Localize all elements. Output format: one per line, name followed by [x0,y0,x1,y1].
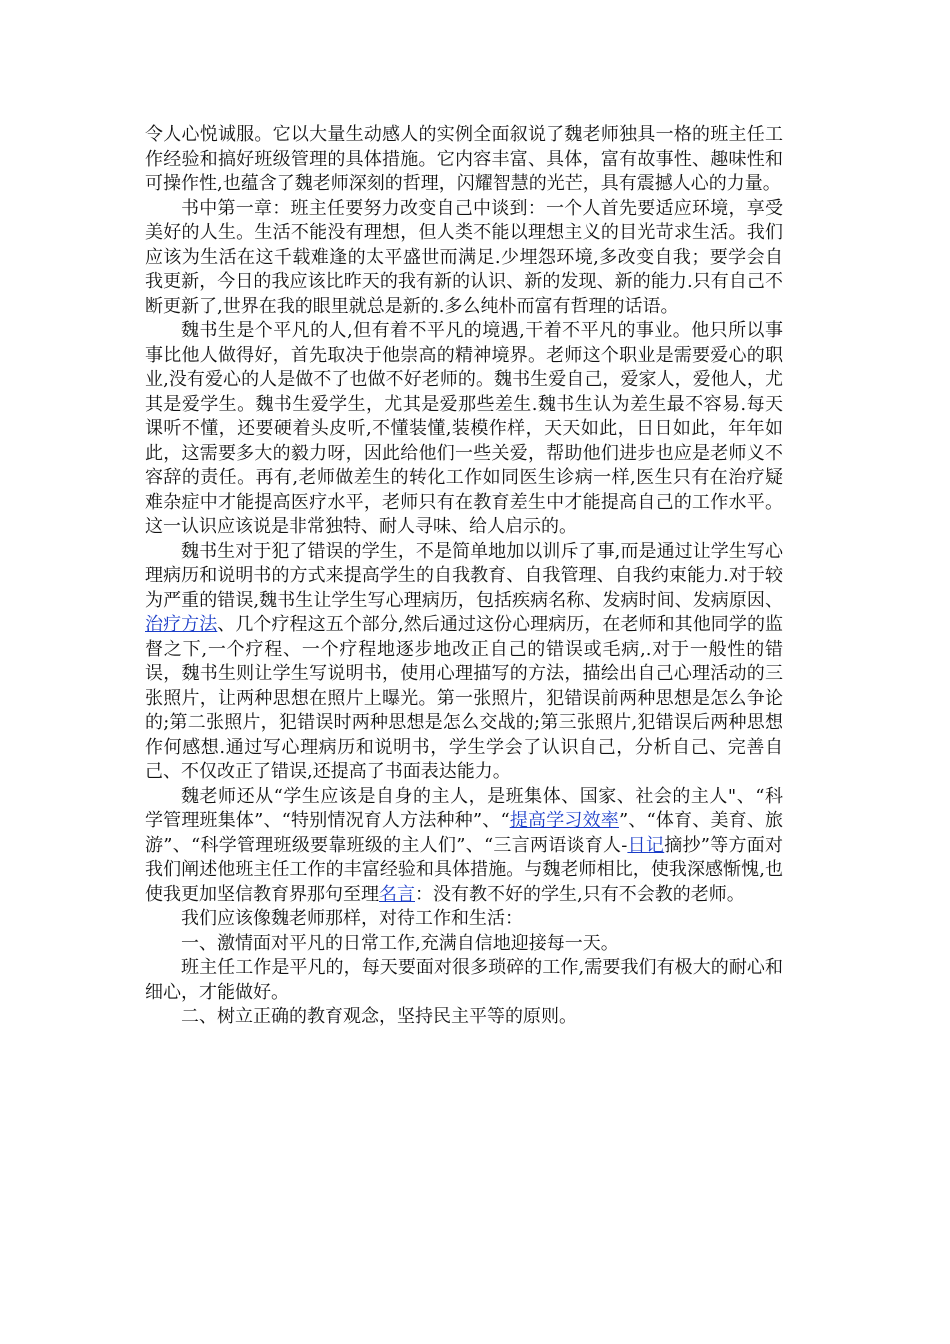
paragraph-text: 一、激情面对平凡的日常工作,充满自信地迎接每一天。 [181,932,619,954]
paragraph-text: 摘抄”等方面对我们阐述他班主任工作的丰富经验和具体措施。与魏老师相比，使我深感惭愧,也使我更加坚信教育界那句至理 [145,834,784,905]
inline-link[interactable]: 提高学习效率 [509,810,619,831]
paragraph-text: 令人心悦诚服。它以大量生动感人的实例全面叙说了魏老师独具一格的班主任工作经验和搞好班级管理的具体措施。它内容丰富、具体，富有故事性、趣味性和可操作性,也蕴含了魏老师深刻的哲理，闪耀智慧的光芒，具有震撼人心的力量。 [145,124,783,194]
paragraph-text: 我们应该像魏老师那样，对待工作和生活： [181,908,523,929]
paragraph-text: 书中第一章：班主任要努力改变自己中谈到：一个人首先要适应环境，享受美好的人生。生活不能没有理想，但人类不能以理想主义的目光苛求生活。我们应该为生活在这千载难逢的太平盛世而满足.少埋怨环境,多改变自我；要学会自我更新，今日的我应该比昨天的我有新的认识、新的发现、新的能力.只有自己不断更新了,世界在我的眼里就总是新的.多么纯朴而富有哲理的话语。 [145,197,783,317]
inline-link[interactable]: 日记 [627,834,665,856]
paragraph-text: ”、“体育、美育、旅游”、“科学管理班级要靠班级的主人们”、“三言两语谈育人- [145,810,784,856]
paragraph [145,1005,783,1030]
paragraph-text: 魏书生对于犯了错误的学生，不是简单地加以训斥了事,而是通过让学生写心理病历和说明书的方式来提高学生的自我教育、自我管理、自我约束能力.对于较为严重的错误,魏书生让学生写心理病历，包括疾病名称、发病时间、发病原因、 [145,540,783,611]
inline-link[interactable]: 治疗方法 [145,614,218,635]
paragraph [145,123,783,197]
paragraph [145,785,783,908]
paragraph [145,540,783,785]
paragraph-text: 、几个疗程这五个部分,然后通过这份心理病历，在老师和其他同学的监督之下,一个疗程、一个疗程地逐步地改正自己的错误或毛病,.对于一般性的错误，魏书生则让学生写说明书，使用心理描写的方法，描绘出自己心理活动的三张照片，让两种思想在照片上曝光。第一张照片，犯错误前两种思想是怎么争论的;第二张照片，犯错误时两种思想是怎么交战的;第三张照片,犯错误后两种思想作何感想.通过写心理病历和说明书，学生学会了认识自己，分析自己、完善自己、不仅改正了错误,还提高了书面表达能力。 [145,614,784,782]
paragraph [145,319,783,540]
paragraph [145,956,783,1005]
paragraph [145,932,783,957]
paragraph [145,907,783,932]
inline-link[interactable]: 名言 [379,883,415,905]
paragraph-text: 二、树立正确的教育观念，坚持民主平等的原则。 [181,1006,577,1027]
paragraph [145,197,783,320]
paragraph-text: 魏老师还从“学生应该是自身的主人，是班集体、国家、社会的主人"、“科学管理班集体”、“特别情况育人方法种种”、“ [145,785,783,831]
paragraph-text: ：没有教不好的学生,只有不会教的老师。 [415,883,745,905]
paragraph-text: 班主任工作是平凡的，每天要面对很多琐碎的工作,需要我们有极大的耐心和细心，才能做好。 [145,957,783,1003]
document-body [145,123,783,1030]
paragraph-text: 魏书生是个平凡的人,但有着不平凡的境遇,干着不平凡的事业。他只所以事事比他人做得好，首先取决于他崇高的精神境界。老师这个职业是需要爱心的职业,没有爱心的人是做不了也做不好老师的。魏书生爱自己，爱家人，爱他人，尤其是爱学生。魏书生爱学生，尤其是爱那些差生.魏书生认为差生最不容易.每天课听不懂，还要硬着头皮听,不懂装懂,装模作样，天天如此，日日如此，年年如此，这需要多大的毅力呀，因此给他们一些关爱，帮助他们进步也应是老师义不容辞的责任。再有,老师做差生的转化工作如同医生诊病一样,医生只有在治疗疑难杂症中才能提高医疗水平，老师只有在教育差生中才能提高自己的工作水平。这一认识应该说是非常独特、耐人寻味、给人启示的。 [145,320,783,537]
